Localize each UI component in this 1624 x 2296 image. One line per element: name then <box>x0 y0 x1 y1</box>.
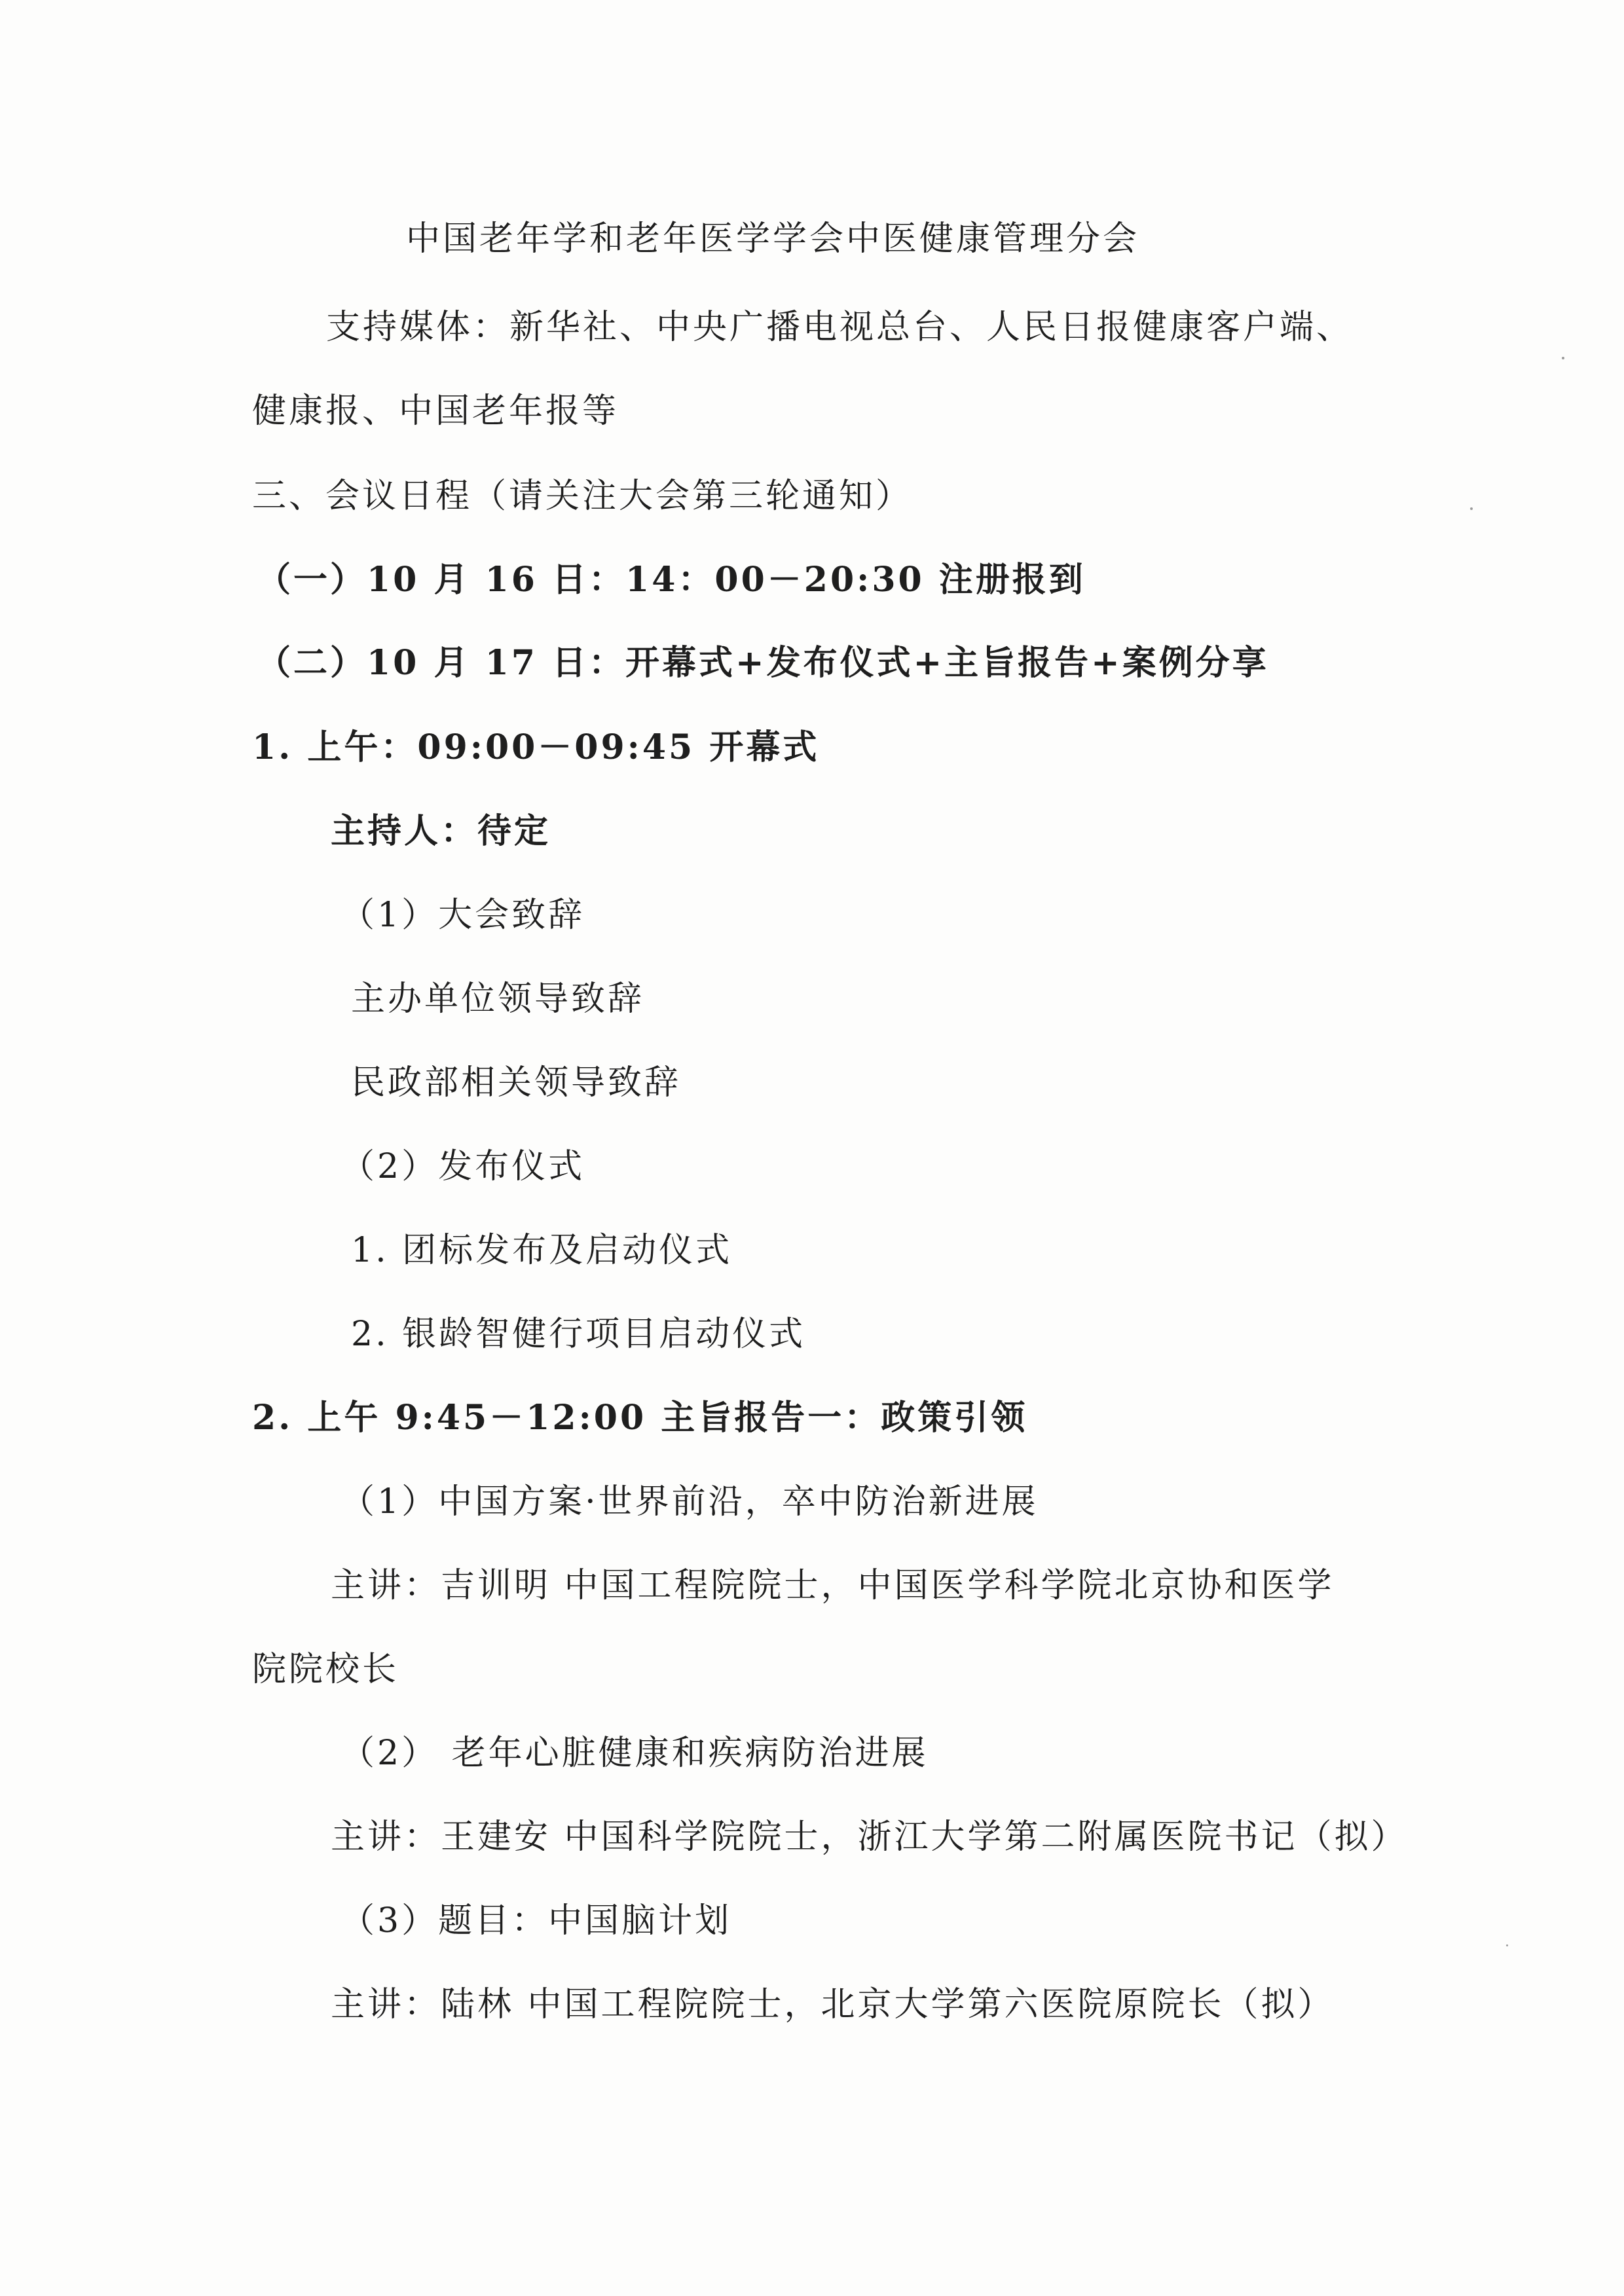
item-2-title: 2. 上午 9:45－12:00 主旨报告一：政策引领 <box>252 1398 1028 1438</box>
item-1-speech-2: 民政部相关领导致辞 <box>351 1063 682 1102</box>
item-1-sub-1: （1）大会致辞 <box>341 896 585 935</box>
item-2-talk-2: （2） 老年心脏健康和疾病防治进展 <box>341 1734 929 1773</box>
schedule-day-1: （一）10 月 16 日：14：00－20:30 注册报到 <box>257 560 1086 600</box>
section-heading-schedule: 三、会议日程（请关注大会第三轮通知） <box>252 477 913 516</box>
scan-speck <box>1562 357 1564 359</box>
media-line-1: 支持媒体：新华社、中央广播电视总台、人民日报健康客户端、 <box>326 308 1354 347</box>
item-1-ceremony-1: 1. 团标发布及启动仪式 <box>351 1231 733 1270</box>
media-line-2: 健康报、中国老年报等 <box>252 392 619 431</box>
item-1-speech-1: 主办单位领导致辞 <box>351 979 645 1019</box>
scan-speck <box>1470 507 1473 510</box>
scan-speck <box>1506 1944 1508 1946</box>
schedule-day-2: （二）10 月 17 日：开幕式+发布仪式+主旨报告+案例分享 <box>257 643 1269 683</box>
item-2-talk-2-speaker: 主讲：王建安 中国科学院院士，浙江大学第二附属医院书记（拟） <box>331 1817 1408 1857</box>
organizer-line: 中国老年学和老年医学学会中医健康管理分会 <box>406 219 1140 259</box>
item-1-title: 1. 上午：09:00－09:45 开幕式 <box>252 727 820 767</box>
item-2-talk-3: （3）题目：中国脑计划 <box>341 1901 732 1941</box>
item-1-host: 主持人：待定 <box>331 811 551 851</box>
item-1-ceremony-2: 2. 银龄智健行项目启动仪式 <box>351 1315 806 1354</box>
item-1-sub-2: （2）发布仪式 <box>341 1147 585 1186</box>
item-2-talk-1-speaker-line-2: 院院校长 <box>252 1650 399 1689</box>
item-2-talk-1: （1）中国方案·世界前沿，卒中防治新进展 <box>341 1482 1039 1522</box>
item-2-talk-1-speaker-line-1: 主讲：吉训明 中国工程院院士，中国医学科学院北京协和医学 <box>331 1566 1335 1605</box>
item-2-talk-3-speaker: 主讲：陆林 中国工程院院士，北京大学第六医院原院长（拟） <box>331 1985 1335 2024</box>
